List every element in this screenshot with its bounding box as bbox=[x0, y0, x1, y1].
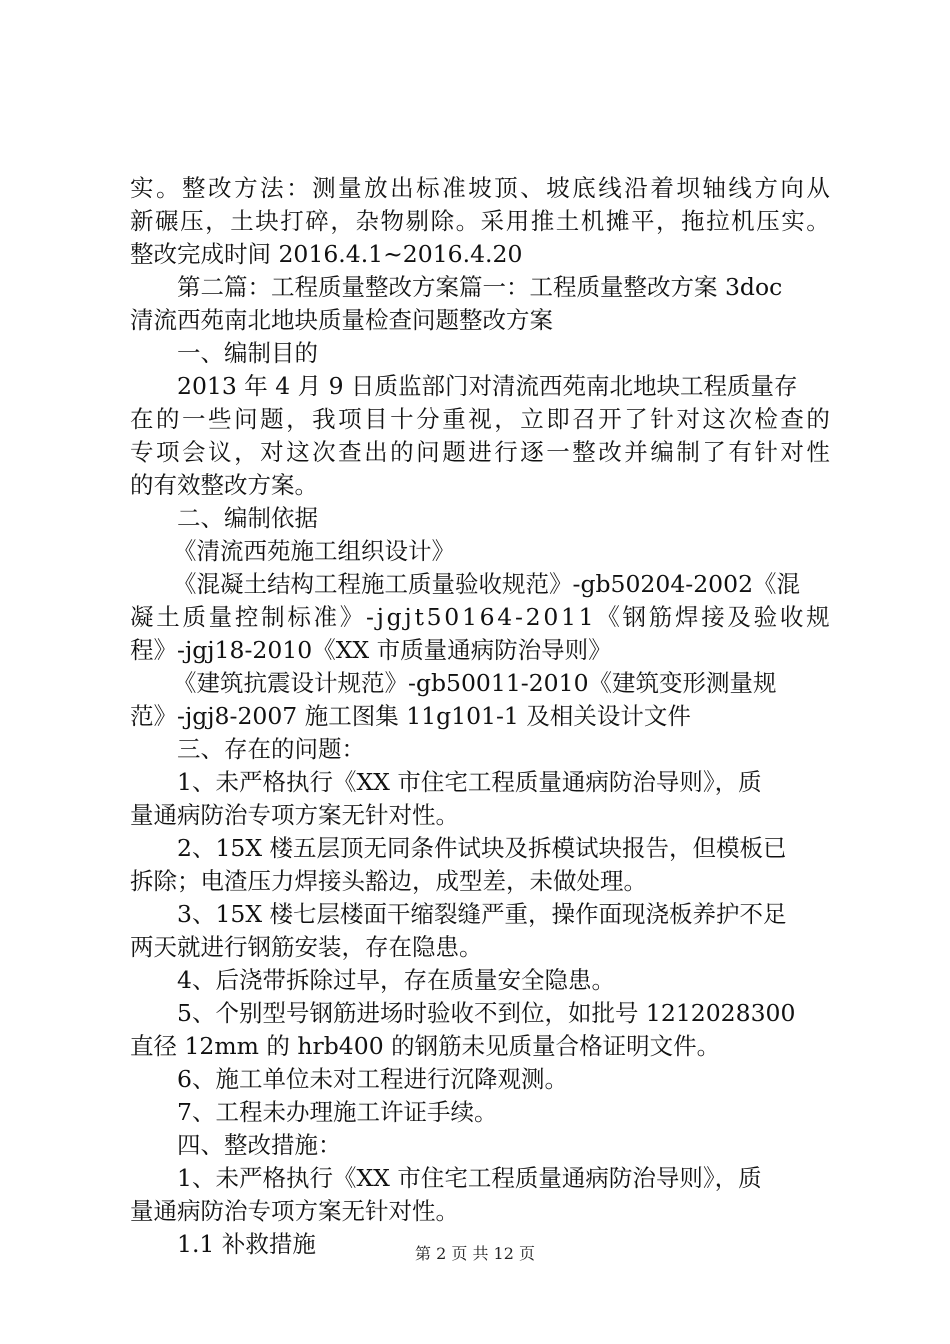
subsection-heading: 1.1 补救措施 bbox=[177, 1230, 316, 1258]
problem-item: 6、施工单位未对工程进行沉降观测。 bbox=[177, 1065, 568, 1093]
chapter-heading: 第二篇：工程质量整改方案篇一：工程质量整改方案 3doc bbox=[177, 273, 783, 301]
body-line: 整改完成时间 2016.4.1~2016.4.20 bbox=[130, 240, 523, 268]
reference-item: 程》-jgj18-2010《XX 市质量通病防治导则》 bbox=[130, 636, 612, 664]
page-number-footer: 第 2 页 共 12 页 bbox=[415, 1244, 535, 1263]
reference-item: 《混凝土结构工程施工质量验收规范》-gb50204-2002《混 bbox=[173, 570, 801, 598]
body-line: 专 项 会 议 ， 对 这 次 查 出 的 问 题 进 行 逐 一 整 改 并 编 制 了 有 针 对 性 bbox=[130, 438, 830, 466]
problem-item: 3、15X 楼七层楼面干缩裂缝严重，操作面现浇板养护不足 bbox=[177, 900, 787, 928]
problem-item: 5、个别型号钢筋进场时验收不到位，如批号 1212028300 bbox=[177, 999, 796, 1027]
reference-item: 范》-jgj8-2007 施工图集 11g101-1 及相关设计文件 bbox=[130, 702, 691, 730]
body-line: 新 碾 压 ， 土 块 打 碎 ， 杂 物 剔 除 。 采 用 推 土 机 摊 平 ， 拖 拉 机 压 实 。 bbox=[130, 207, 830, 235]
body-line: 的有效整改方案。 bbox=[130, 471, 318, 499]
document-body bbox=[130, 172, 830, 1261]
problem-item: 2、15X 楼五层顶无同条件试块及拆模试块报告，但模板已 bbox=[177, 834, 787, 862]
problem-item: 7、工程未办理施工许证手续。 bbox=[177, 1098, 498, 1126]
problem-item: 直径 12mm 的 hrb400 的钢筋未见质量合格证明文件。 bbox=[130, 1032, 721, 1060]
body-line: 实 。 整 改 方 法 ： 测 量 放 出 标 准 坡 顶 、 坡 底 线 沿 着 坝 轴 线 方 向 从 bbox=[130, 174, 830, 202]
problem-item: 量通病防治专项方案无针对性。 bbox=[130, 801, 459, 829]
measure-item: 量通病防治专项方案无针对性。 bbox=[130, 1197, 459, 1225]
section-heading: 三、存在的问题： bbox=[177, 735, 365, 763]
problem-item: 拆除；电渣压力焊接头豁边，成型差，未做处理。 bbox=[130, 867, 647, 895]
reference-item: 《建筑抗震设计规范》-gb50011-2010《建筑变形测量规 bbox=[173, 669, 777, 697]
section-heading: 一、编制目的 bbox=[177, 339, 318, 367]
chapter-subtitle: 清流西苑南北地块质量检查问题整改方案 bbox=[130, 306, 553, 334]
reference-item: 凝 土 质 量 控 制 标 准 》 - j g j t 5 0 1 6 4 - 2 0 1 1 《 钢 筋 焊 接 及 验 收 规 bbox=[130, 603, 830, 631]
problem-item: 4、后浇带拆除过早，存在质量安全隐患。 bbox=[177, 966, 615, 994]
problem-item: 两天就进行钢筋安装，存在隐患。 bbox=[130, 933, 483, 961]
body-line: 在 的 一 些 问 题 ， 我 项 目 十 分 重 视 ， 立 即 召 开 了 针 对 这 次 检 查 的 bbox=[130, 405, 830, 433]
problem-item: 1、未严格执行《XX 市住宅工程质量通病防治导则》，质 bbox=[177, 768, 762, 796]
measure-item: 1、未严格执行《XX 市住宅工程质量通病防治导则》，质 bbox=[177, 1164, 762, 1192]
section-heading: 四、整改措施： bbox=[177, 1131, 342, 1159]
body-line: 2013 年 4 月 9 日质监部门对清流西苑南北地块工程质量存 bbox=[177, 372, 798, 400]
section-heading: 二、编制依据 bbox=[177, 504, 318, 532]
reference-item: 《清流西苑施工组织设计》 bbox=[173, 537, 455, 565]
